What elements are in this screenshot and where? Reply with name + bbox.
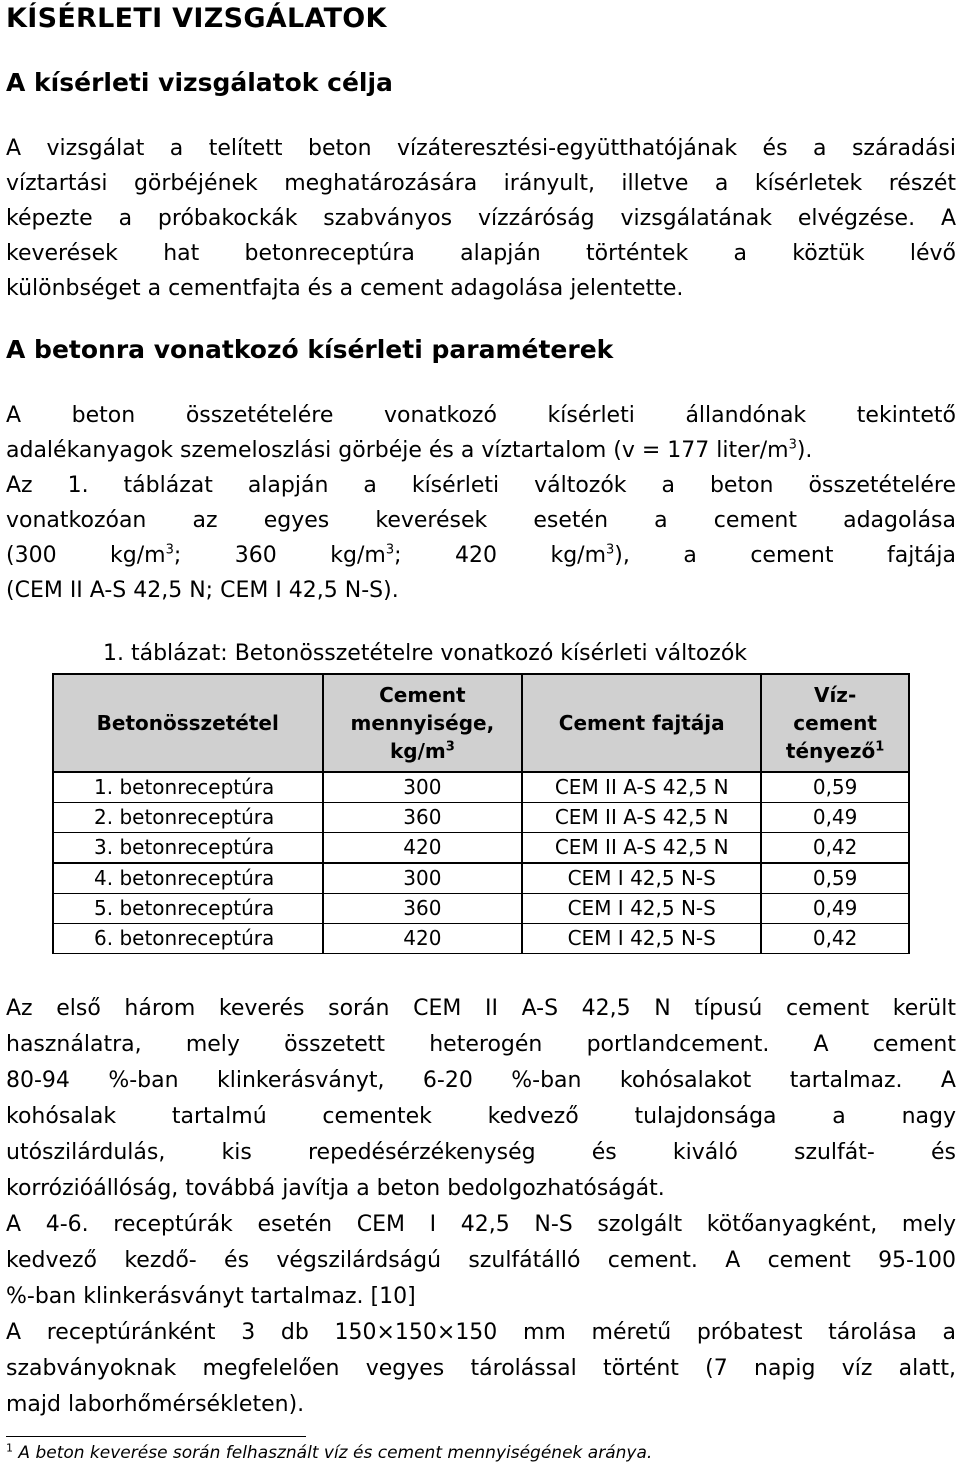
body-line: majd laborhőmérsékleten).: [6, 1392, 305, 1417]
cell-composition: 5. betonreceptúra: [53, 894, 323, 924]
intro-paragraph: [6, 131, 956, 306]
body-line: A receptúránként 3 db 150×150×150 mm méretű próbatest tárolása a: [6, 1320, 956, 1345]
heading-params: A betonra vonatkozó kísérleti paraméterek: [6, 335, 614, 364]
cell-cement-amount: 300: [323, 863, 523, 894]
table-row: [53, 863, 909, 894]
body-line: használatra, mely összetett heterogén portlandcement. A cement: [6, 1032, 956, 1057]
params-line: Az 1. táblázat alapján a kísérleti változók a beton összetételére: [6, 473, 956, 498]
body-line: 80-94 %-ban klinkerásványt, 6-20 %-ban kohósalakot tartalmaz. A: [6, 1068, 956, 1093]
params-line: [6, 538, 956, 573]
cell-cement-amount: 420: [323, 833, 523, 864]
params-text: adalékanyagok szemeloszlási görbéje és a víztartalom (v = 177 liter/m: [6, 438, 789, 463]
params-text: (300 kg/m: [6, 543, 166, 568]
cell-cement-amount: 360: [323, 894, 523, 924]
superscript: 3: [445, 739, 455, 755]
body-line: A 4-6. receptúrák esetén CEM I 42,5 N-S szolgált kötőanyagként, mely: [6, 1212, 956, 1237]
table-row: [53, 833, 909, 864]
intro-line: keverések hat betonreceptúra alapján történtek a köztük lévő: [6, 241, 956, 266]
variables-table: [52, 673, 910, 954]
cell-cement-type: CEM I 42,5 N-S: [522, 924, 761, 954]
params-text: ; 420 kg/m: [394, 543, 607, 568]
params-text: ), a cement fajtája: [614, 543, 957, 568]
table-row: [53, 894, 909, 924]
params-line: A beton összetételére vonatkozó kísérleti állandónak tekintető: [6, 403, 956, 428]
cell-composition: 1. betonreceptúra: [53, 772, 323, 803]
cell-wc-ratio: 0,42: [761, 924, 909, 954]
body-line: kedvező kezdő- és végszilárdságú szulfátálló cement. A cement 95-100: [6, 1248, 956, 1273]
body-line: szabványoknak megfelelően vegyes tárolással történt (7 napig víz alatt,: [6, 1356, 956, 1381]
intro-line: képezte a próbakockák szabványos vízzáróság vizsgálatának elvégzése. A: [6, 206, 956, 231]
header-text: tényező: [785, 739, 876, 763]
header-text: mennyisége,: [350, 711, 495, 735]
cell-composition: 2. betonreceptúra: [53, 803, 323, 833]
cell-cement-type: CEM I 42,5 N-S: [522, 894, 761, 924]
header-text: Víz-: [813, 683, 857, 707]
footnote: [6, 1443, 652, 1463]
cell-cement-type: CEM II A-S 42,5 N: [522, 833, 761, 864]
header-text: Betonösszetétel: [96, 711, 279, 735]
cell-wc-ratio: 0,59: [761, 772, 909, 803]
superscript: 3: [788, 437, 797, 453]
intro-line: víztartási görbéjének meghatározására irányult, illetve a kísérletek részét: [6, 171, 956, 196]
params-text: ; 360 kg/m: [173, 543, 386, 568]
cell-wc-ratio: 0,49: [761, 803, 909, 833]
table-header-row: [53, 674, 909, 772]
header-composition: [53, 674, 323, 772]
cell-wc-ratio: 0,49: [761, 894, 909, 924]
cell-cement-amount: 420: [323, 924, 523, 954]
params-paragraph: [6, 398, 956, 608]
body-line: Az első három keverés során CEM II A-S 42,5 N típusú cement került: [6, 996, 956, 1021]
body-line: korrózióállóság, továbbá javítja a beton bedolgozhatóságát.: [6, 1176, 665, 1201]
header-text: Cement fajtája: [558, 711, 725, 735]
cell-cement-type: CEM II A-S 42,5 N: [522, 803, 761, 833]
cell-wc-ratio: 0,42: [761, 833, 909, 864]
body-line: %-ban klinkerásványt tartalmaz. [10]: [6, 1284, 416, 1309]
table-caption: 1. táblázat: Betonösszetételre vonatkozó kísérleti változók: [103, 641, 748, 666]
intro-line: A vizsgálat a telített beton vízáteresztési-együtthatójának és a száradási: [6, 136, 956, 161]
heading-main: KÍSÉRLETI VIZSGÁLATOK: [6, 3, 387, 34]
footnote-reference: 1: [875, 739, 885, 755]
cell-wc-ratio: 0,59: [761, 863, 909, 894]
body-line: utószilárdulás, kis repedésérzékenység és kiváló szulfát- és: [6, 1140, 956, 1165]
footnote-text: A beton keverése során felhasznált víz és cement mennyiségének aránya.: [18, 1443, 653, 1463]
header-text: Cement: [379, 683, 466, 707]
superscript: 3: [385, 542, 395, 558]
header-text: cement: [793, 711, 877, 735]
cell-composition: 3. betonreceptúra: [53, 833, 323, 864]
params-text: ).: [796, 438, 813, 463]
superscript: 3: [606, 542, 615, 558]
cell-cement-amount: 360: [323, 803, 523, 833]
intro-line: különbséget a cementfajta és a cement adagolása jelentette.: [6, 276, 684, 301]
superscript: 3: [165, 542, 174, 558]
footnote-divider: [6, 1436, 306, 1437]
table-row: [53, 772, 909, 803]
cell-cement-amount: 300: [323, 772, 523, 803]
body-paragraph: [6, 991, 956, 1423]
header-text: kg/m: [389, 739, 446, 763]
header-cement-amount: [323, 674, 523, 772]
heading-goal: A kísérleti vizsgálatok célja: [6, 68, 393, 97]
params-line: vonatkozóan az egyes keverések esetén a cement adagolása: [6, 508, 956, 533]
table-row: [53, 803, 909, 833]
cell-composition: 6. betonreceptúra: [53, 924, 323, 954]
header-wc-ratio: [761, 674, 909, 772]
header-cement-type: [522, 674, 761, 772]
params-line: (CEM II A-S 42,5 N; CEM I 42,5 N-S).: [6, 578, 399, 603]
cell-cement-type: CEM II A-S 42,5 N: [522, 772, 761, 803]
footnote-mark: 1: [6, 1441, 13, 1455]
cell-cement-type: CEM I 42,5 N-S: [522, 863, 761, 894]
table-row: [53, 924, 909, 954]
body-line: kohósalak tartalmú cementek kedvező tulajdonsága a nagy: [6, 1104, 956, 1129]
cell-composition: 4. betonreceptúra: [53, 863, 323, 894]
params-line: [6, 433, 956, 468]
